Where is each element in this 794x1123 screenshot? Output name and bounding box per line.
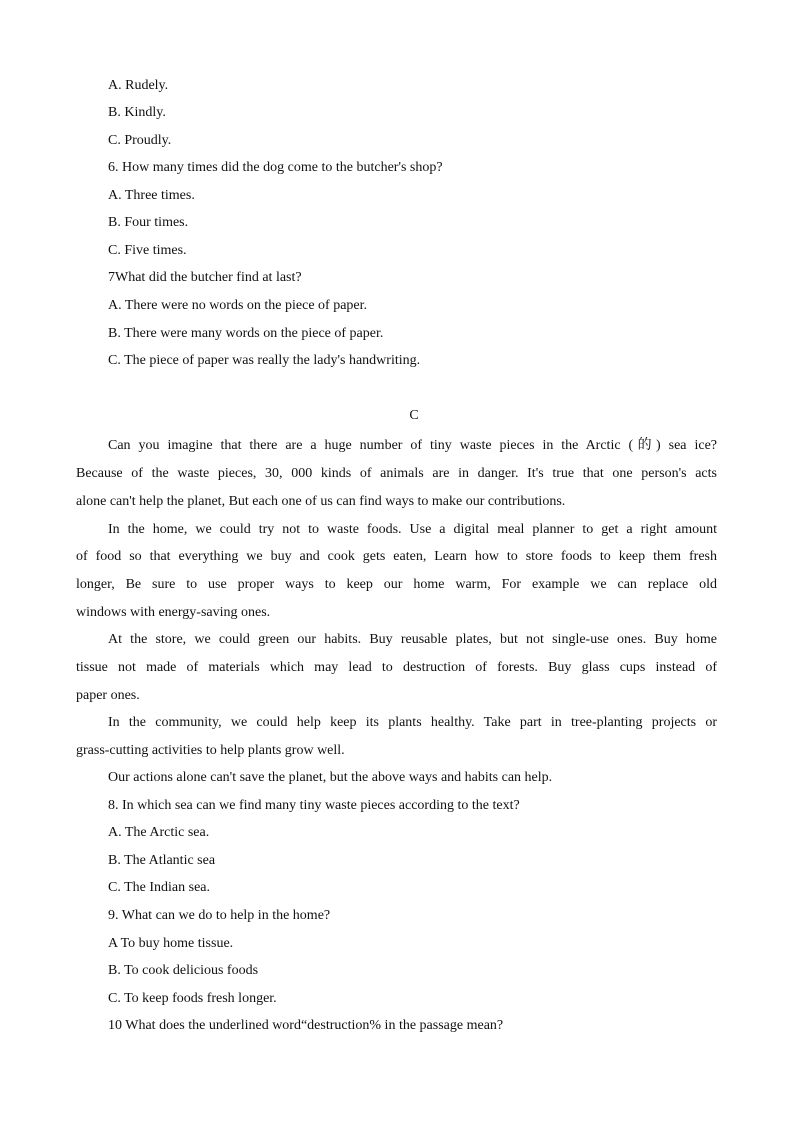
q8-option-b: B. The Atlantic sea (108, 853, 216, 868)
passage-line: tissue not made of materials which may lead to destruction of forests. Buy glass cups instead of (76, 660, 717, 675)
passage-line: Our actions alone can't save the planet, but the above ways and habits can help. (108, 770, 553, 785)
passage-line: longer, Be sure to use proper ways to keep our home warm, For example we can replace old (76, 577, 717, 592)
q6-option-b: B. Four times. (108, 215, 189, 230)
q7-option-c: C. The piece of paper was really the lady's handwriting. (108, 353, 421, 368)
passage-line: In the community, we could help keep its plants healthy. Take part in tree-planting projects or (108, 715, 717, 730)
q9-option-b: B. To cook delicious foods (108, 963, 259, 978)
section-heading: C (409, 408, 419, 423)
q7-option-a: A. There were no words on the piece of paper. (108, 298, 368, 313)
q10-question: 10 What does the underlined word“destruction% in the passage mean? (108, 1018, 504, 1033)
q6-question: 6. How many times did the dog come to the butcher's shop? (108, 160, 443, 175)
passage-line: paper ones. (76, 688, 140, 703)
q7-question: 7What did the butcher find at last? (108, 270, 302, 285)
passage-line: alone can't help the planet, But each one of us can find ways to make our contributions. (76, 494, 566, 509)
q8-question: 8. In which sea can we find many tiny waste pieces according to the text? (108, 798, 520, 813)
q9-option-c: C. To keep foods fresh longer. (108, 991, 277, 1006)
passage-line: of food so that everything we buy and cook gets eaten, Learn how to store foods to keep them fresh (76, 549, 717, 564)
q5-option-a: A. Rudely. (108, 78, 169, 93)
passage-line: In the home, we could try not to waste foods. Use a digital meal planner to get a right amount (108, 522, 717, 537)
q8-option-a: A. The Arctic sea. (108, 825, 210, 840)
q6-option-a: A. Three times. (108, 188, 195, 203)
passage-line: windows with energy-saving ones. (76, 605, 271, 620)
passage-line: At the store, we could green our habits. Buy reusable plates, but not single-use ones. Buy home (108, 632, 717, 647)
q9-option-a: A To buy home tissue. (108, 936, 234, 951)
q5-option-b: B. Kindly. (108, 105, 166, 120)
passage-line: grass-cutting activities to help plants grow well. (76, 743, 345, 758)
q5-option-c: C. Proudly. (108, 133, 172, 148)
q9-question: 9. What can we do to help in the home? (108, 908, 331, 923)
q6-option-c: C. Five times. (108, 243, 187, 258)
q7-option-b: B. There were many words on the piece of paper. (108, 326, 384, 341)
passage-line: Can you imagine that there are a huge number of tiny waste pieces in the Arctic (的) sea ice? (108, 438, 717, 453)
q8-option-c: C. The Indian sea. (108, 880, 210, 895)
passage-line: Because of the waste pieces, 30, 000 kinds of animals are in danger. It's true that one person's acts (76, 466, 717, 481)
